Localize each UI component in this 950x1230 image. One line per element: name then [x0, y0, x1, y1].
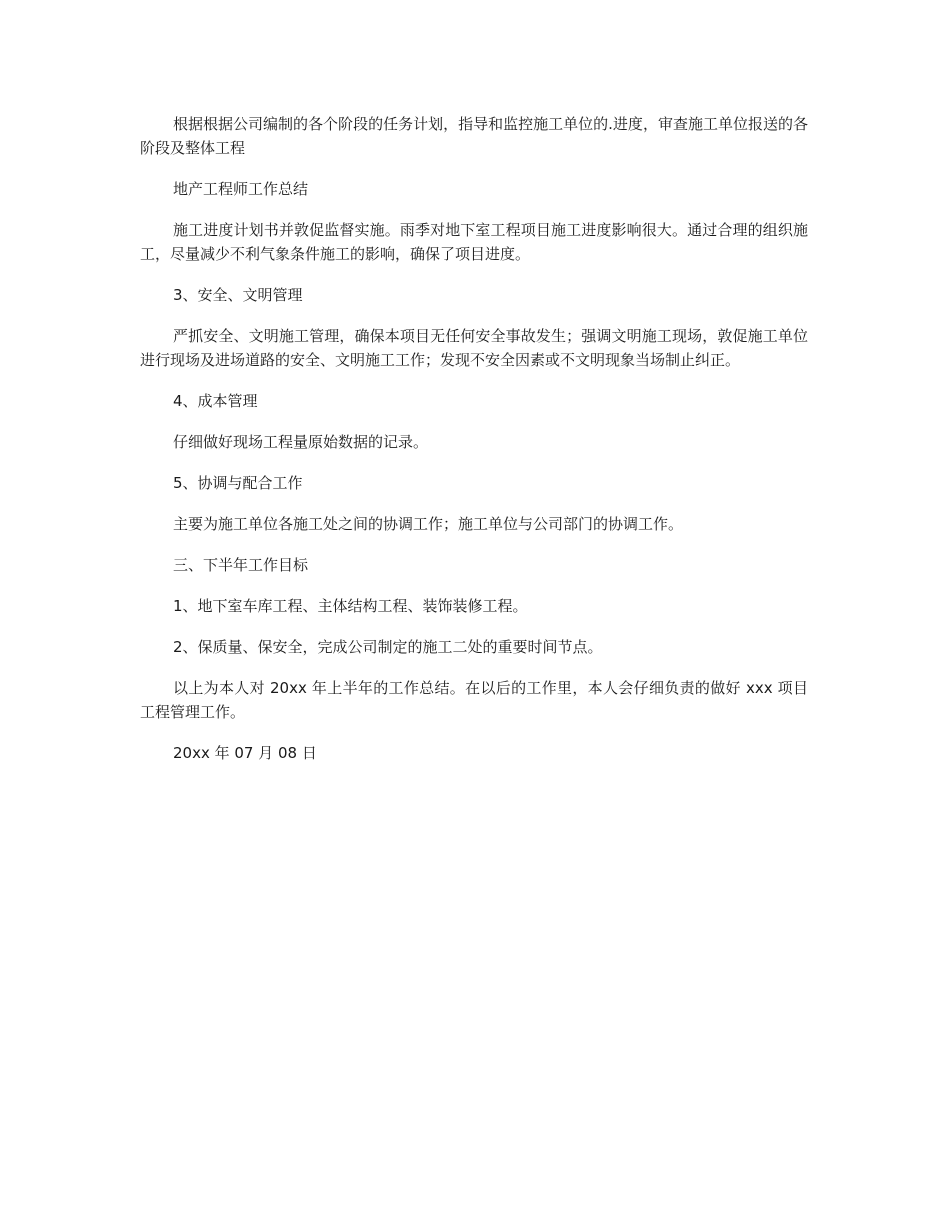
section-heading-cost: 4、成本管理	[173, 392, 258, 410]
document-date: 20xx 年 07 月 08 日	[173, 744, 317, 762]
section-heading-safety: 3、安全、文明管理	[173, 286, 303, 304]
paragraph-intro: 根据根据公司编制的各个阶段的任务计划，指导和监控施工单位的.进度，审查施工单位报送的各阶段及整体工程	[140, 115, 808, 157]
section-heading-coordination: 5、协调与配合工作	[173, 474, 303, 492]
paragraph-cost: 仔细做好现场工程量原始数据的记录。	[173, 433, 429, 451]
paragraph-conclusion: 以上为本人对 20xx 年上半年的工作总结。在以后的工作里，本人会仔细负责的做好 xxx 项目工程管理工作。	[140, 679, 808, 721]
paragraph-heading-summary: 地产工程师工作总结	[173, 180, 309, 198]
paragraph-coordination: 主要为施工单位各施工处之间的协调工作；施工单位与公司部门的协调工作。	[173, 515, 684, 533]
paragraph-safety: 严抓安全、文明施工管理，确保本项目无任何安全事故发生；强调文明施工现场，敦促施工单位进行现场及进场道路的安全、文明施工工作；发现不安全因素或不文明现象当场制止纠正。	[140, 327, 808, 369]
paragraph-schedule: 施工进度计划书并敦促监督实施。雨季对地下室工程项目施工进度影响很大。通过合理的组织施工，尽量减少不利气象条件施工的影响，确保了项目进度。	[140, 221, 808, 263]
goal-item-2: 2、保质量、保安全，完成公司制定的施工二处的重要时间节点。	[173, 638, 603, 656]
document-body	[140, 112, 808, 782]
goal-item-1: 1、地下室车库工程、主体结构工程、装饰装修工程。	[173, 597, 528, 615]
section-heading-goals: 三、下半年工作目标	[173, 556, 309, 574]
